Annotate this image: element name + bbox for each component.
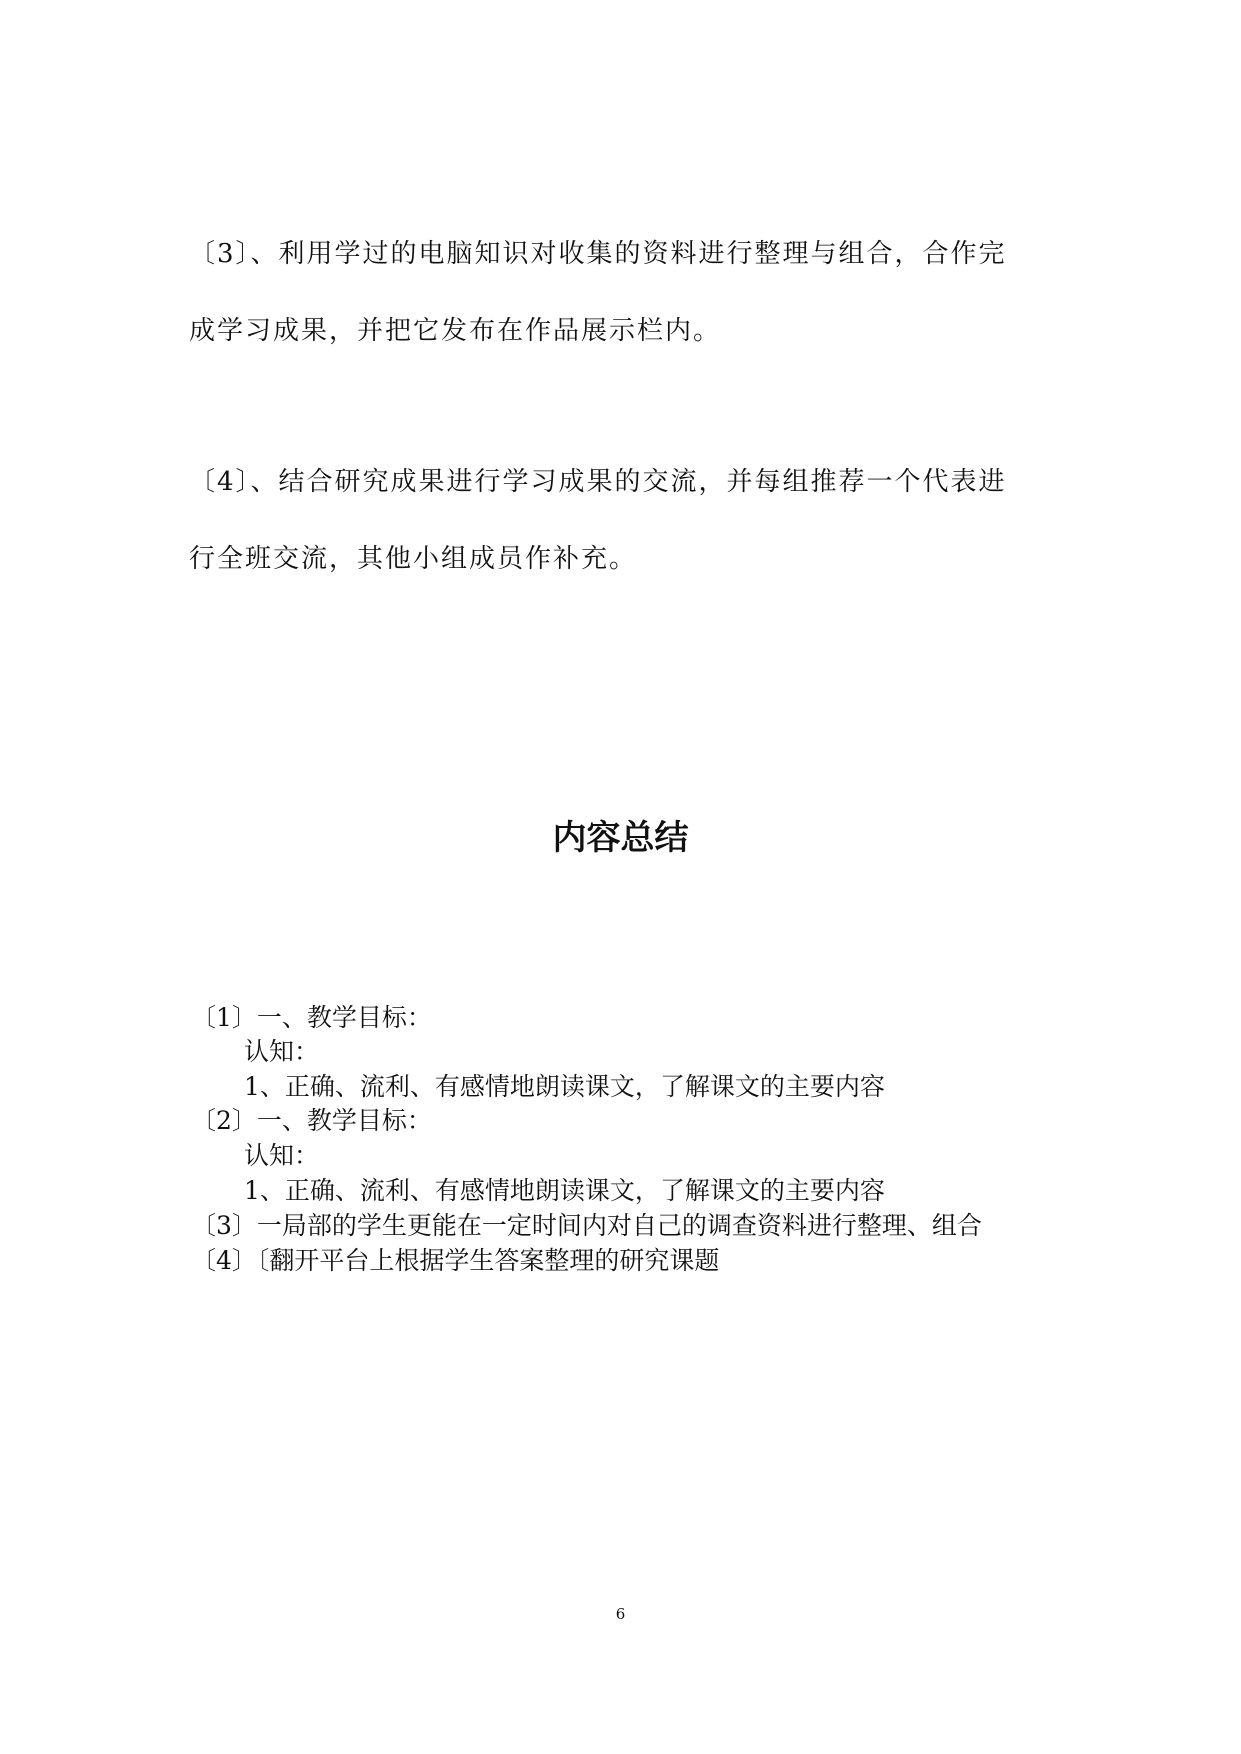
paragraph-4-line-2: 行全班交流，其他小组成员作补充。 xyxy=(189,544,638,574)
summary-line: 1、正确、流利、有感情地朗读课文，了解课文的主要内容 xyxy=(244,1176,885,1205)
paragraph-3-line-2: 成学习成果，并把它发布在作品展示栏内。 xyxy=(189,316,722,346)
summary-title: 内容总结 xyxy=(552,818,689,858)
summary-line: 〔4〕〔翻开平台上根据学生答案整理的研究课题 xyxy=(191,1246,720,1275)
summary-line: 〔1〕一、教学目标： xyxy=(191,1003,432,1032)
summary-line: 认知： xyxy=(244,1037,320,1066)
paragraph-3-line-1: 〔3〕、利用学过的电脑知识对收集的资料进行整理与组合，合作完 xyxy=(189,239,1007,269)
summary-line: 〔3〕一局部的学生更能在一定时间内对自己的调查资料进行整理、组合 xyxy=(191,1211,982,1240)
summary-line: 1、正确、流利、有感情地朗读课文，了解课文的主要内容 xyxy=(244,1072,885,1101)
summary-line: 〔2〕一、教学目标： xyxy=(191,1106,432,1135)
page-number: 6 xyxy=(615,1605,626,1623)
paragraph-4-line-1: 〔4〕、结合研究成果进行学习成果的交流，并每组推荐一个代表进 xyxy=(189,467,1007,497)
summary-line: 认知： xyxy=(244,1141,320,1170)
